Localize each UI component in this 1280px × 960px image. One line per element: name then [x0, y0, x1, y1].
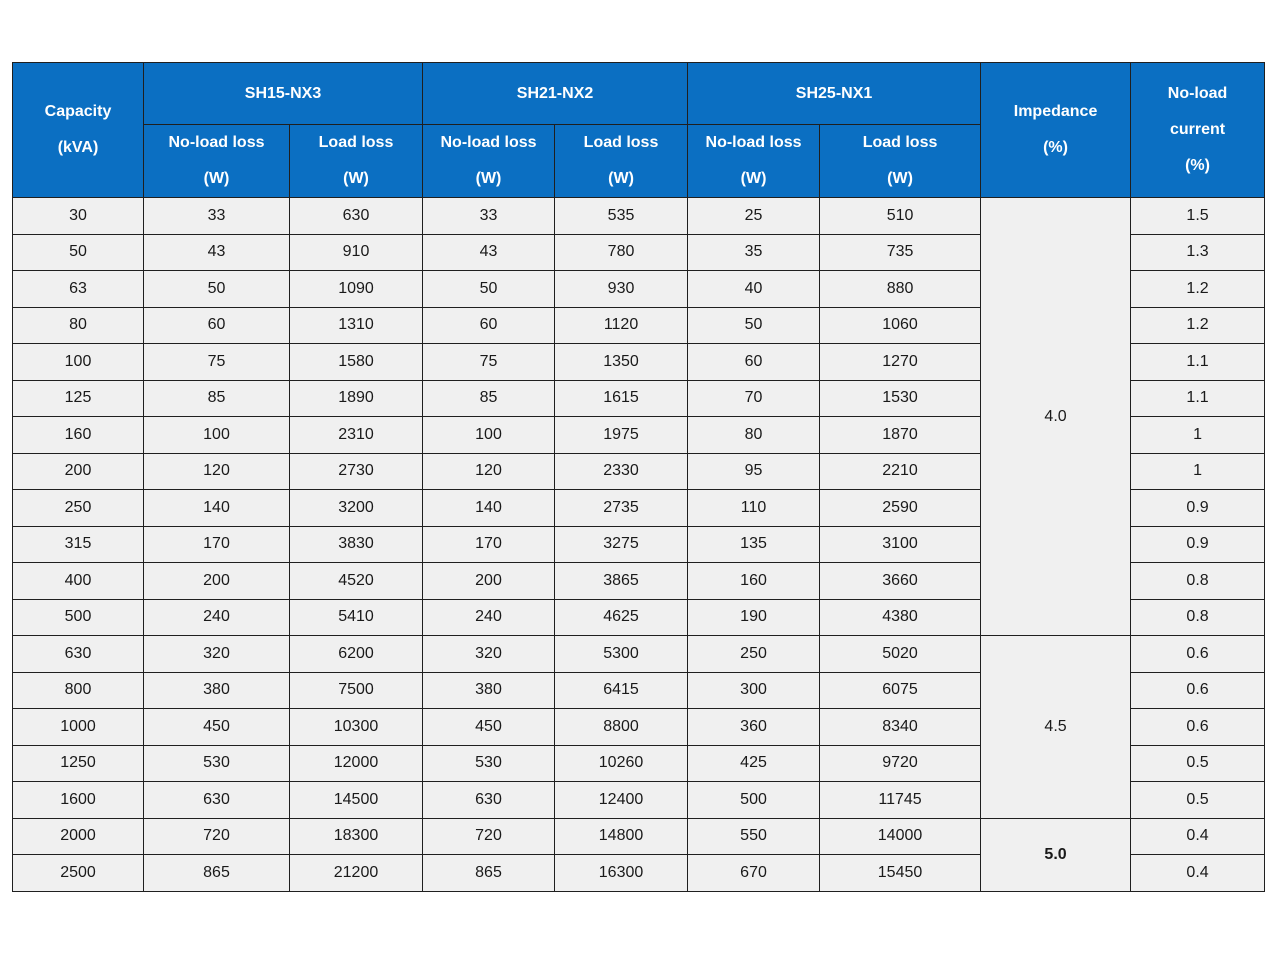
- sh15-noload-cell: 240: [144, 599, 290, 636]
- sh15-load-cell: 10300: [290, 709, 423, 746]
- sh21-load-cell: 4625: [555, 599, 688, 636]
- sh15-load-cell: 14500: [290, 782, 423, 819]
- sh21-load-cell: 3865: [555, 563, 688, 600]
- noload-current-cell: 0.9: [1131, 490, 1265, 527]
- noload-current-cell: 0.6: [1131, 709, 1265, 746]
- subheader-unit: (W): [475, 170, 502, 187]
- capacity-cell: 1250: [13, 745, 144, 782]
- capacity-cell: 800: [13, 672, 144, 709]
- sh21-load-cell: 16300: [555, 855, 688, 892]
- sh15-load-cell: 910: [290, 234, 423, 271]
- capacity-cell: 2500: [13, 855, 144, 892]
- sh25-noload-cell: 35: [688, 234, 820, 271]
- sh25-noload-cell: 360: [688, 709, 820, 746]
- sh21-noload-cell: 240: [423, 599, 555, 636]
- sh15-load-cell: 4520: [290, 563, 423, 600]
- capacity-cell: 50: [13, 234, 144, 271]
- sh25-load-cell: 2590: [820, 490, 981, 527]
- sh15-noload-cell: 43: [144, 234, 290, 271]
- sh21-load-cell: 2330: [555, 453, 688, 490]
- noload-current-cell: 1.3: [1131, 234, 1265, 271]
- subheader-label: Load loss: [862, 134, 938, 151]
- sh25-load-cell: 9720: [820, 745, 981, 782]
- noload-current-cell: 1: [1131, 453, 1265, 490]
- sh25-load-cell: 3660: [820, 563, 981, 600]
- sh25-noload-cell: 250: [688, 636, 820, 673]
- impedance-header: [981, 63, 1131, 198]
- subheader-unit: (W): [203, 170, 230, 187]
- sh25-load-cell: 1270: [820, 344, 981, 381]
- group-header-sh15: SH15-NX3: [144, 63, 423, 125]
- sh15-noload-cell: 450: [144, 709, 290, 746]
- sh21-noload-cell: 200: [423, 563, 555, 600]
- sh25-noload-cell: 500: [688, 782, 820, 819]
- sh25-load-cell: 15450: [820, 855, 981, 892]
- sh25-noload-cell: 25: [688, 198, 820, 235]
- sh25-load-cell: 6075: [820, 672, 981, 709]
- subheader-label: No-load loss: [705, 134, 802, 151]
- capacity-cell: 1600: [13, 782, 144, 819]
- noload-current-cell: 1.1: [1131, 344, 1265, 381]
- noload-current-cell: 0.4: [1131, 818, 1265, 855]
- sh21-load-cell: 14800: [555, 818, 688, 855]
- sh25-noload-cell: 425: [688, 745, 820, 782]
- sh21-noload-cell: 630: [423, 782, 555, 819]
- sh15-load-cell: 6200: [290, 636, 423, 673]
- sh15-load-cell: 3830: [290, 526, 423, 563]
- sh25-noload-cell: 550: [688, 818, 820, 855]
- noload-current-header-line1: No-load: [1167, 85, 1228, 102]
- noload-current-cell: 1.2: [1131, 307, 1265, 344]
- noload-current-cell: 0.9: [1131, 526, 1265, 563]
- sh21-noload-cell: 170: [423, 526, 555, 563]
- noload-current-cell: 1.2: [1131, 271, 1265, 308]
- sh21-load-cell: 1120: [555, 307, 688, 344]
- sh15-noload-cell: 170: [144, 526, 290, 563]
- capacity-cell: 125: [13, 380, 144, 417]
- sh21-load-cell: 1350: [555, 344, 688, 381]
- noload-current-cell: 0.5: [1131, 782, 1265, 819]
- sh21-noload-cell: 33: [423, 198, 555, 235]
- sh15-load-cell: 12000: [290, 745, 423, 782]
- subheader-noload-loss: [144, 125, 290, 198]
- sh21-noload-cell: 43: [423, 234, 555, 271]
- sh15-noload-cell: 120: [144, 453, 290, 490]
- capacity-cell: 500: [13, 599, 144, 636]
- capacity-header-unit: (kVA): [57, 139, 99, 156]
- sh21-load-cell: 1975: [555, 417, 688, 454]
- sh15-noload-cell: 75: [144, 344, 290, 381]
- table-row: [13, 636, 1265, 673]
- capacity-cell: 250: [13, 490, 144, 527]
- sh25-load-cell: 880: [820, 271, 981, 308]
- capacity-cell: 2000: [13, 818, 144, 855]
- sh21-noload-cell: 60: [423, 307, 555, 344]
- noload-current-cell: 0.6: [1131, 672, 1265, 709]
- sh15-load-cell: 21200: [290, 855, 423, 892]
- noload-current-cell: 0.8: [1131, 599, 1265, 636]
- sh15-load-cell: 630: [290, 198, 423, 235]
- sh25-load-cell: 3100: [820, 526, 981, 563]
- noload-current-header-unit: (%): [1185, 157, 1210, 174]
- sh25-noload-cell: 300: [688, 672, 820, 709]
- subheader-load-loss: [555, 125, 688, 198]
- sh21-noload-cell: 380: [423, 672, 555, 709]
- impedance-header-unit: (%): [1043, 139, 1068, 156]
- table-row: [13, 198, 1265, 235]
- sh15-load-cell: 2730: [290, 453, 423, 490]
- sh15-load-cell: 1090: [290, 271, 423, 308]
- noload-current-cell: 0.4: [1131, 855, 1265, 892]
- sh25-noload-cell: 670: [688, 855, 820, 892]
- sh25-noload-cell: 70: [688, 380, 820, 417]
- impedance-header-label: Impedance: [1013, 103, 1098, 120]
- sh25-noload-cell: 60: [688, 344, 820, 381]
- table-body: [13, 198, 1265, 892]
- transformer-spec-table: [12, 62, 1265, 892]
- sh21-noload-cell: 450: [423, 709, 555, 746]
- sh15-noload-cell: 320: [144, 636, 290, 673]
- sh21-load-cell: 930: [555, 271, 688, 308]
- sh25-noload-cell: 50: [688, 307, 820, 344]
- subheader-load-loss: [820, 125, 981, 198]
- sh15-noload-cell: 50: [144, 271, 290, 308]
- sh15-load-cell: 1890: [290, 380, 423, 417]
- sh21-noload-cell: 720: [423, 818, 555, 855]
- subheader-label: No-load loss: [168, 134, 265, 151]
- sh21-noload-cell: 85: [423, 380, 555, 417]
- noload-current-cell: 0.6: [1131, 636, 1265, 673]
- sh15-load-cell: 1310: [290, 307, 423, 344]
- sh25-load-cell: 510: [820, 198, 981, 235]
- sh15-load-cell: 3200: [290, 490, 423, 527]
- sh21-noload-cell: 320: [423, 636, 555, 673]
- subheader-unit: (W): [740, 170, 767, 187]
- subheader-noload-loss: [688, 125, 820, 198]
- noload-current-cell: 0.8: [1131, 563, 1265, 600]
- sh21-load-cell: 535: [555, 198, 688, 235]
- sh21-load-cell: 2735: [555, 490, 688, 527]
- subheader-label: No-load loss: [440, 134, 537, 151]
- capacity-cell: 200: [13, 453, 144, 490]
- sh25-noload-cell: 160: [688, 563, 820, 600]
- capacity-header-label: Capacity: [44, 103, 112, 120]
- capacity-header: [13, 63, 144, 198]
- noload-current-header: [1131, 63, 1265, 198]
- sh15-noload-cell: 530: [144, 745, 290, 782]
- noload-current-cell: 1.5: [1131, 198, 1265, 235]
- sh21-load-cell: 8800: [555, 709, 688, 746]
- capacity-cell: 30: [13, 198, 144, 235]
- subheader-unit: (W): [608, 170, 634, 187]
- impedance-cell: 4.0: [981, 198, 1131, 636]
- sh21-noload-cell: 50: [423, 271, 555, 308]
- sh21-load-cell: 1615: [555, 380, 688, 417]
- sh15-noload-cell: 200: [144, 563, 290, 600]
- subheader-unit: (W): [343, 170, 369, 187]
- sh25-load-cell: 11745: [820, 782, 981, 819]
- sh25-load-cell: 14000: [820, 818, 981, 855]
- noload-current-cell: 1: [1131, 417, 1265, 454]
- capacity-cell: 63: [13, 271, 144, 308]
- table-header: [13, 63, 1265, 198]
- sh25-noload-cell: 110: [688, 490, 820, 527]
- sh15-load-cell: 18300: [290, 818, 423, 855]
- sh21-noload-cell: 120: [423, 453, 555, 490]
- sh21-noload-cell: 530: [423, 745, 555, 782]
- subheader-label: Load loss: [583, 134, 659, 151]
- subheader-unit: (W): [887, 170, 913, 187]
- sh21-load-cell: 780: [555, 234, 688, 271]
- sh21-load-cell: 5300: [555, 636, 688, 673]
- table-row: [13, 818, 1265, 855]
- sh25-noload-cell: 40: [688, 271, 820, 308]
- impedance-cell: 4.5: [981, 636, 1131, 819]
- sh15-noload-cell: 720: [144, 818, 290, 855]
- capacity-cell: 1000: [13, 709, 144, 746]
- sh21-noload-cell: 865: [423, 855, 555, 892]
- sh21-load-cell: 10260: [555, 745, 688, 782]
- subheader-noload-loss: [423, 125, 555, 198]
- capacity-cell: 160: [13, 417, 144, 454]
- capacity-cell: 630: [13, 636, 144, 673]
- sh21-load-cell: 6415: [555, 672, 688, 709]
- sh21-load-cell: 12400: [555, 782, 688, 819]
- sh15-noload-cell: 100: [144, 417, 290, 454]
- sh21-noload-cell: 140: [423, 490, 555, 527]
- sh15-noload-cell: 380: [144, 672, 290, 709]
- capacity-cell: 315: [13, 526, 144, 563]
- sh25-load-cell: 5020: [820, 636, 981, 673]
- subheader-load-loss: [290, 125, 423, 198]
- sh15-noload-cell: 865: [144, 855, 290, 892]
- sh25-noload-cell: 95: [688, 453, 820, 490]
- sh25-load-cell: 2210: [820, 453, 981, 490]
- sh15-load-cell: 2310: [290, 417, 423, 454]
- subheader-label: Load loss: [318, 134, 394, 151]
- sh25-noload-cell: 135: [688, 526, 820, 563]
- sh25-noload-cell: 80: [688, 417, 820, 454]
- sh21-noload-cell: 100: [423, 417, 555, 454]
- noload-current-cell: 1.1: [1131, 380, 1265, 417]
- noload-current-cell: 0.5: [1131, 745, 1265, 782]
- sh25-load-cell: 8340: [820, 709, 981, 746]
- sh25-load-cell: 1870: [820, 417, 981, 454]
- sh15-load-cell: 1580: [290, 344, 423, 381]
- sh15-noload-cell: 33: [144, 198, 290, 235]
- sh21-noload-cell: 75: [423, 344, 555, 381]
- sh15-load-cell: 5410: [290, 599, 423, 636]
- group-header-sh25: SH25-NX1: [688, 63, 981, 125]
- sh25-noload-cell: 190: [688, 599, 820, 636]
- noload-current-header-line2: current: [1169, 121, 1226, 138]
- sh25-load-cell: 4380: [820, 599, 981, 636]
- sh15-load-cell: 7500: [290, 672, 423, 709]
- capacity-cell: 400: [13, 563, 144, 600]
- capacity-cell: 100: [13, 344, 144, 381]
- sh15-noload-cell: 60: [144, 307, 290, 344]
- sh15-noload-cell: 630: [144, 782, 290, 819]
- sh15-noload-cell: 140: [144, 490, 290, 527]
- impedance-cell: 5.0: [981, 818, 1131, 891]
- sh15-noload-cell: 85: [144, 380, 290, 417]
- group-header-sh21: SH21-NX2: [423, 63, 688, 125]
- sh25-load-cell: 1530: [820, 380, 981, 417]
- sh25-load-cell: 735: [820, 234, 981, 271]
- capacity-cell: 80: [13, 307, 144, 344]
- sh21-load-cell: 3275: [555, 526, 688, 563]
- sh25-load-cell: 1060: [820, 307, 981, 344]
